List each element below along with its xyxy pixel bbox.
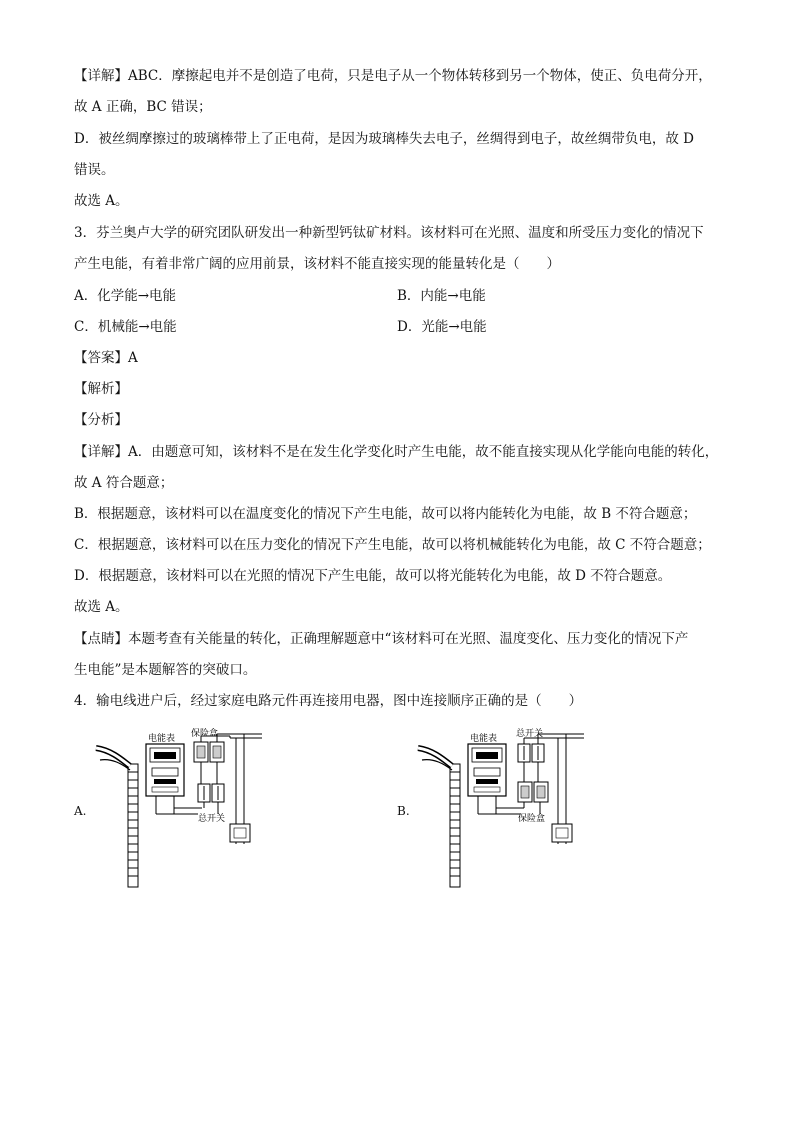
- detail-q3-line-5: D．根据题意，该材料可以在光照的情况下产生电能，故可以将光能转化为电能，故 D 不符合题意。: [74, 568, 672, 584]
- question-3-line-2: 产生电能，有着非常广阔的应用前景，该材料不能直接实现的能量转化是（ ）: [74, 256, 560, 272]
- detail-q3-line-1: 【详解】A．由题意可知，该材料不是在发生化学变化时产生电能，故不能直接实现从化学能向电能的转化，: [74, 444, 719, 460]
- question-4-line: 4．输电线进户后，经过家庭电路元件再连接用电器，图中连接顺序正确的是（ ）: [74, 693, 583, 709]
- choose-line-1: 故选 A。: [74, 193, 129, 209]
- analyze-heading: 【分析】: [74, 412, 128, 428]
- option-d: D．光能→电能: [397, 319, 487, 335]
- detail-q3-line-4: C．根据题意，该材料可以在压力变化的情况下产生电能，故可以将机械能转化为电能，故 C 不符合题意；: [74, 537, 711, 553]
- figure-b-label: B.: [397, 804, 410, 818]
- comment-line-2: 生电能”是本题解答的突破口。: [74, 662, 257, 678]
- figure-a-fuse-label: 保险盒: [191, 729, 219, 739]
- option-b: B．内能→电能: [397, 288, 486, 304]
- detail-line-3: D．被丝绸摩擦过的玻璃棒带上了正电荷，是因为玻璃棒失去电子，丝绸得到电子，故丝绸带负电，故 D: [74, 131, 694, 147]
- detail-line-1: 【详解】ABC．摩擦起电并不是创造了电荷，只是电子从一个物体转移到另一个物体，使正、负电荷分开，: [74, 68, 712, 84]
- figure-b-meter-label: 电能表: [470, 734, 498, 744]
- answer-heading: 【答案】A: [74, 350, 138, 366]
- option-a: A．化学能→电能: [74, 288, 177, 304]
- figure-a-label: A.: [74, 804, 87, 818]
- figure-b-switch-label: 总开关: [516, 729, 544, 739]
- figure-a-meter-label: 电能表: [148, 734, 176, 744]
- analysis-heading: 【解析】: [74, 381, 128, 397]
- figure-b-fuse-label: 保险盒: [518, 814, 546, 824]
- figure-b-diagram: [412, 724, 622, 889]
- detail-line-2: 故 A 正确，BC 错误；: [74, 99, 212, 115]
- option-c: C．机械能→电能: [74, 319, 177, 335]
- choose-line-2: 故选 A。: [74, 599, 129, 615]
- detail-line-4: 错误。: [74, 162, 115, 178]
- detail-q3-line-2: 故 A 符合题意；: [74, 475, 174, 491]
- figure-a-switch-label: 总开关: [198, 814, 226, 824]
- question-3-line-1: 3．芬兰奥卢大学的研究团队研发出一种新型钙钛矿材料。该材料可在光照、温度和所受压力变化的情况下: [74, 225, 704, 241]
- comment-line-1: 【点睛】本题考查有关能量的转化，正确理解题意中“该材料可在光照、温度变化、压力变化的情况下产: [74, 631, 689, 647]
- detail-q3-line-3: B．根据题意，该材料可以在温度变化的情况下产生电能，故可以将内能转化为电能，故 B 不符合题意；: [74, 506, 697, 522]
- figure-a-diagram: [90, 724, 300, 889]
